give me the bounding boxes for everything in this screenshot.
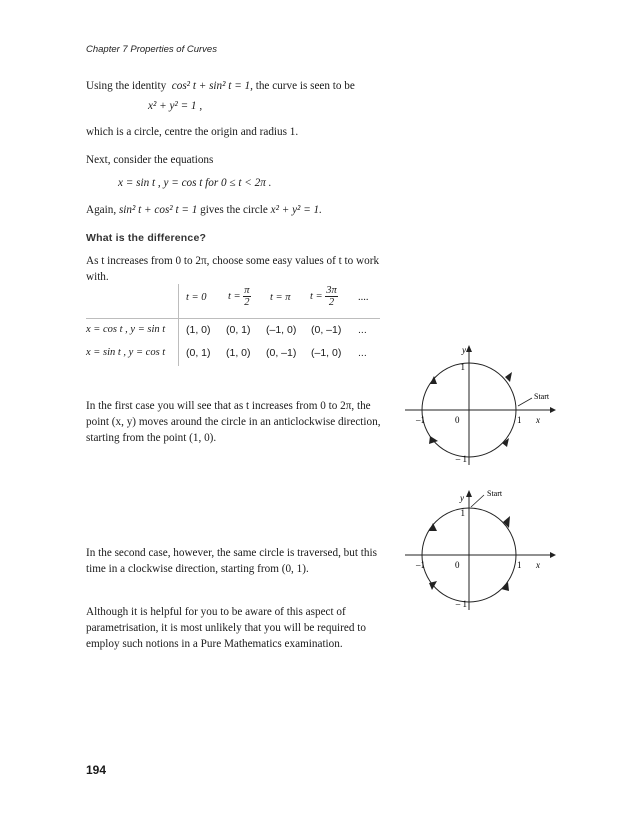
header-t0: t = 0 <box>186 292 207 303</box>
identity-equation: cos² t + sin² t = 1, <box>171 80 253 92</box>
header-ellipsis: .... <box>358 292 369 303</box>
origin-label: 0 <box>455 560 460 570</box>
row1-value: (1, 0) <box>186 324 211 336</box>
row1-value: ... <box>358 324 367 336</box>
start-label: Start <box>534 392 550 401</box>
row2-value: (–1, 0) <box>311 347 342 359</box>
first-case-paragraph: In the first case you will see that as t increases from 0 to 2π, the point (x, y) moves around the circle in an anticlockwise direction, starting from the point (1, 0). <box>86 400 381 444</box>
x-axis-arrow-icon <box>550 552 556 558</box>
header-t-3pi-over-2-den: 2 <box>328 297 335 308</box>
table-vertical-rule <box>178 284 179 366</box>
header-t-3pi-over-2-pre: t = <box>310 290 323 302</box>
row2-value: (0, 1) <box>186 347 211 359</box>
again-line <box>86 202 506 218</box>
row2-value: (0, –1) <box>266 347 297 359</box>
tick-label-y-one: 1 <box>460 508 465 518</box>
intro-line-1 <box>86 78 506 94</box>
circle-diagram-anticlockwise <box>400 340 560 475</box>
page-number: 194 <box>86 763 107 777</box>
row1-value: (–1, 0) <box>266 324 297 336</box>
tick-label-y-neg-one: – 1 <box>455 599 467 609</box>
header-t-pi-over-2-den: 2 <box>244 297 250 308</box>
intro-text-b: the curve is seen to be <box>255 80 355 92</box>
circle-equation: x² + y² = 1 , <box>148 100 203 112</box>
final-paragraph: Although it is helpful for you to be aware of this aspect of parametrisation, it is most unlikely that you will be required to employ such notions in a Pure Mathematics examination. <box>86 606 366 650</box>
y-axis-label: y <box>460 493 464 503</box>
y-axis-arrow-icon <box>466 490 472 497</box>
tick-label-x-neg-one: –1 <box>416 415 425 425</box>
values-paragraph: As t increases from 0 to 2π, choose some easy values of t to work with. <box>86 255 380 283</box>
parametric-equations: x = sin t , y = cos t for 0 ≤ t < 2π . <box>118 177 272 189</box>
circle-description: which is a circle, centre the origin and radius 1. <box>86 126 299 138</box>
start-label: Start <box>487 489 503 498</box>
intro-text-a: Using the identity <box>86 80 167 92</box>
x-axis-label: x <box>536 560 540 570</box>
x-axis-label: x <box>536 415 540 425</box>
second-case-paragraph: In the second case, however, the same circle is traversed, but this time in a clockwise direction, starting from (0, 1). <box>86 547 377 575</box>
direction-arrow-icon <box>501 582 509 591</box>
start-pointer-line <box>518 398 532 406</box>
tick-label-y-neg-one: – 1 <box>455 454 467 464</box>
row2-value: (1, 0) <box>226 347 251 359</box>
direction-arrow-icon <box>429 436 438 444</box>
header-t-3pi-over-2-num: 3π <box>326 285 337 296</box>
header-t-pi-over-2-num: π <box>244 285 250 296</box>
origin-label: 0 <box>455 415 460 425</box>
next-line: Next, consider the equations <box>86 154 214 166</box>
header-t-pi: t = π <box>270 292 291 303</box>
start-pointer-line <box>471 495 484 507</box>
tick-label-x-one: 1 <box>517 560 522 570</box>
table-horizontal-rule <box>86 318 380 319</box>
row1-value: (0, –1) <box>311 324 342 336</box>
row1-value: (0, 1) <box>226 324 251 336</box>
tick-label-x-one: 1 <box>517 415 522 425</box>
header-t-pi-over-2 <box>228 285 251 308</box>
again-text-b: gives the circle <box>200 204 268 216</box>
circle-diagram-clockwise <box>400 485 560 620</box>
section-heading: What is the difference? <box>86 232 207 244</box>
chapter-header: Chapter 7 Properties of Curves <box>86 44 217 55</box>
y-axis-arrow-icon <box>466 345 472 352</box>
row2-label: x = sin t , y = cos t <box>86 347 166 358</box>
tick-label-y-one: 1 <box>460 362 465 372</box>
x-axis-arrow-icon <box>550 407 556 413</box>
header-t-3pi-over-2 <box>310 285 338 308</box>
header-t-pi-over-2-pre: t = <box>228 290 241 302</box>
again-circle: x² + y² = 1. <box>270 204 322 216</box>
direction-arrow-icon <box>429 523 437 531</box>
y-axis-label: y <box>462 345 466 355</box>
row1-label: x = cos t , y = sin t <box>86 324 166 335</box>
again-identity: sin² t + cos² t = 1 <box>118 204 198 216</box>
again-text-a: Again, <box>86 204 117 216</box>
row2-value: ... <box>358 347 367 359</box>
tick-label-x-neg-one: –1 <box>416 560 425 570</box>
